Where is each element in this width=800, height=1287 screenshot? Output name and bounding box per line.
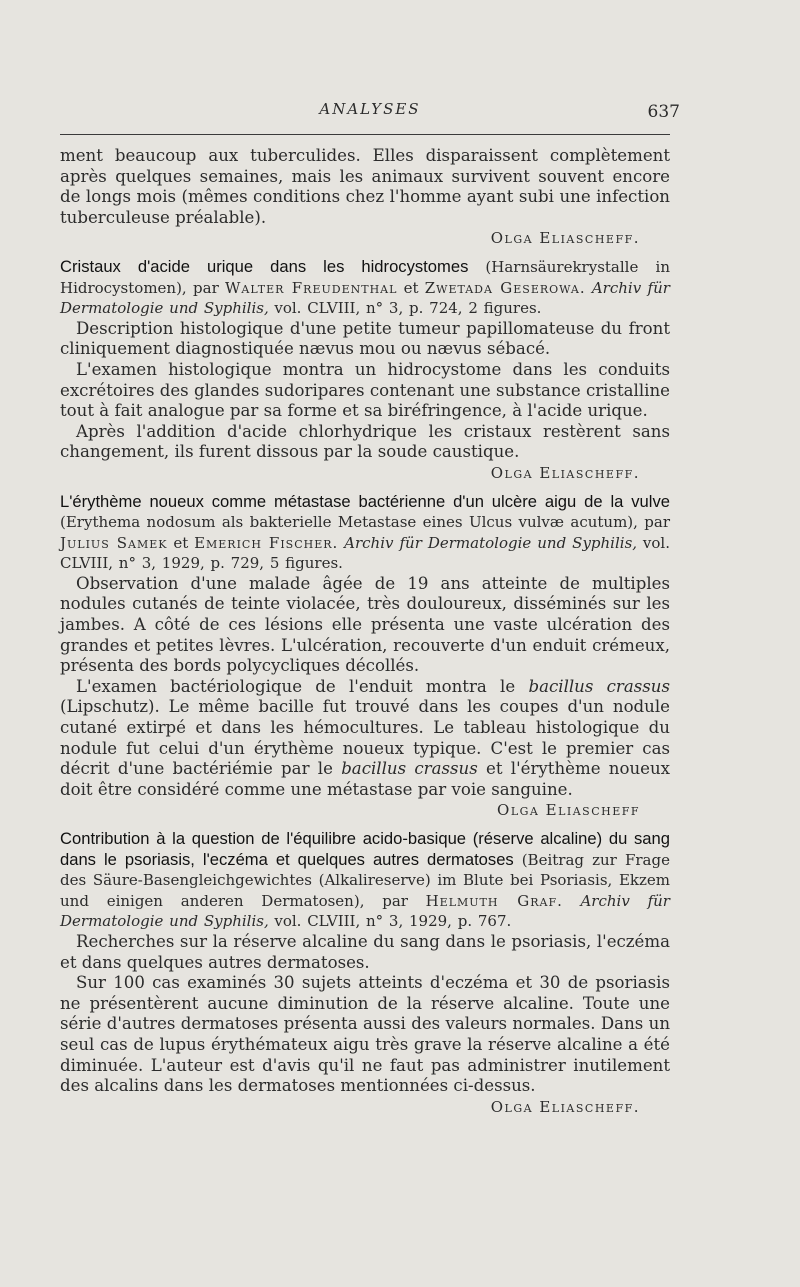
original-title: (Harnsäurekrystalle in Hidrocystomen), par (60, 257, 670, 297)
author: Helmuth Graf. (425, 891, 563, 910)
paragraph: Observation d'une malade âgée de 19 ans atteinte de multiples nodules cutanés de teinte violacée, très douloureux, disséminés sur les jambes. A côté de ces lésions elle présenta une vaste ulcération des grandes et petites lèvres. L'ulcération, recouverte d'un enduit crémeux, présenta des bords polycycliques décollés. (60, 573, 670, 676)
paragraph: Recherches sur la réserve alcaline du sang dans le psoriasis, l'eczéma et dans quelques autres dermatoses. (60, 931, 670, 972)
original-title: (Erythema nodosum als bakterielle Metastase eines Ulcus vulvæ acutum), par (60, 513, 670, 532)
paragraph: Description histologique d'une petite tumeur papillomateuse du front cliniquement diagnostiquée nævus mou ou nævus sébacé. (60, 318, 670, 359)
citation: vol. CLVIII, n° 3, p. 724, 2 figures. (274, 299, 542, 318)
journal-name: Archiv für Dermatologie und Syphilis, (60, 278, 670, 318)
signature: Olga Eliascheff. (490, 463, 640, 482)
signature: Olga Eliascheff. (490, 1097, 640, 1116)
author: Zwetada Geserowa. (424, 278, 586, 297)
page-header (60, 100, 680, 126)
article-uric-acid (60, 257, 670, 484)
paragraph: Après l'addition d'acide chlorhydrique les cristaux restèrent sans changement, ils furent dissous par la soude caustique. (60, 421, 670, 462)
page-number: 637 (647, 102, 680, 122)
header-rule (60, 134, 670, 135)
article-alkaline-reserve (60, 829, 670, 1117)
paragraph: Sur 100 cas examinés 30 sujets atteints d'eczéma et 30 de psoriasis ne présentèrent aucune diminution de la réserve alcaline. Toute une série d'autres dermatoses présenta aussi des valeurs normales. Dans un seul cas de lupus érythémateux aigu très grave la réserve alcaline a été diminuée. L'auteur est d'avis qu'il ne faut pas administrer inutilement des alcalins dans les dermatoses mentionnées ci-dessus. (60, 973, 670, 1096)
organism-name: bacillus crassus (528, 676, 670, 696)
journal-name: Archiv für Dermatologie und Syphilis, (344, 533, 638, 552)
paragraph (60, 677, 670, 801)
text-run: L'examen bactériologique de l'enduit montra le (76, 676, 516, 696)
running-head: ANALYSES (319, 100, 421, 118)
conjunction: et (173, 533, 189, 552)
author: Walter Freudenthal (224, 278, 398, 297)
citation: vol. CLVIII, n° 3, 1929, p. 767. (274, 912, 512, 931)
carryover-paragraph: ment beaucoup aux tuberculides. Elles disparaissent complètement après quelques semaines, mais les animaux survivent souvent encore de longs mois (mêmes conditions chez l'homme ayant subi une infection tuberculeuse préalable). (60, 146, 670, 227)
page-body (60, 146, 670, 1117)
article-erythema-nodosum (60, 492, 670, 822)
text-run: (Lipschutz). Le même bacille fut trouvé dans les coupes d'un nodule cutané extirpé et dans les hémocultures. Le tableau histologique du nodule fut celui d'un érythème noueux typique. C'est le premier cas décrit d'une bactériémie par le (60, 697, 670, 779)
paragraph: L'examen histologique montra un hidrocystome dans les conduits excrétoires des glandes sudoripares contenant une substance cristalline tout à fait analogue par sa forme et sa biréfringence, à l'acide urique. (60, 359, 670, 421)
author: Emerich Fischer. (194, 533, 339, 552)
article-heading (60, 257, 670, 319)
organism-name: bacillus crassus (341, 759, 478, 779)
article-heading (60, 829, 670, 932)
signature: Olga Eliascheff (497, 801, 640, 820)
author: Julius Samek (60, 533, 168, 552)
article-heading (60, 492, 670, 574)
conjunction: et (403, 278, 419, 297)
journal-name: Archiv für Dermatologie und Syphilis, (60, 891, 670, 931)
original-title: (Beitrag zur Frage des Säure-Basengleichgewichtes (Alkalireserve) im Blute bei Psoriasis, Ekzem und einigen anderen Dermatosen), par (60, 850, 670, 910)
article-title: L'érythème noueux comme métastase bactérienne d'un ulcère aigu de la vulve (60, 491, 670, 511)
article-title: Contribution à la question de l'équilibre acido-basique (réserve alcaline) du sang dans le psoriasis, l'eczéma et quelques autres dermatoses (60, 829, 670, 869)
citation: vol. CLVIII, n° 3, 1929, p. 729, 5 figures. (60, 533, 670, 573)
signature: Olga Eliascheff. (490, 229, 640, 248)
article-title: Cristaux d'acide urique dans les hidrocystomes (60, 256, 469, 276)
text-run: et l'érythème noueux doit être considéré comme une métastase par voie sanguine. (60, 759, 671, 799)
